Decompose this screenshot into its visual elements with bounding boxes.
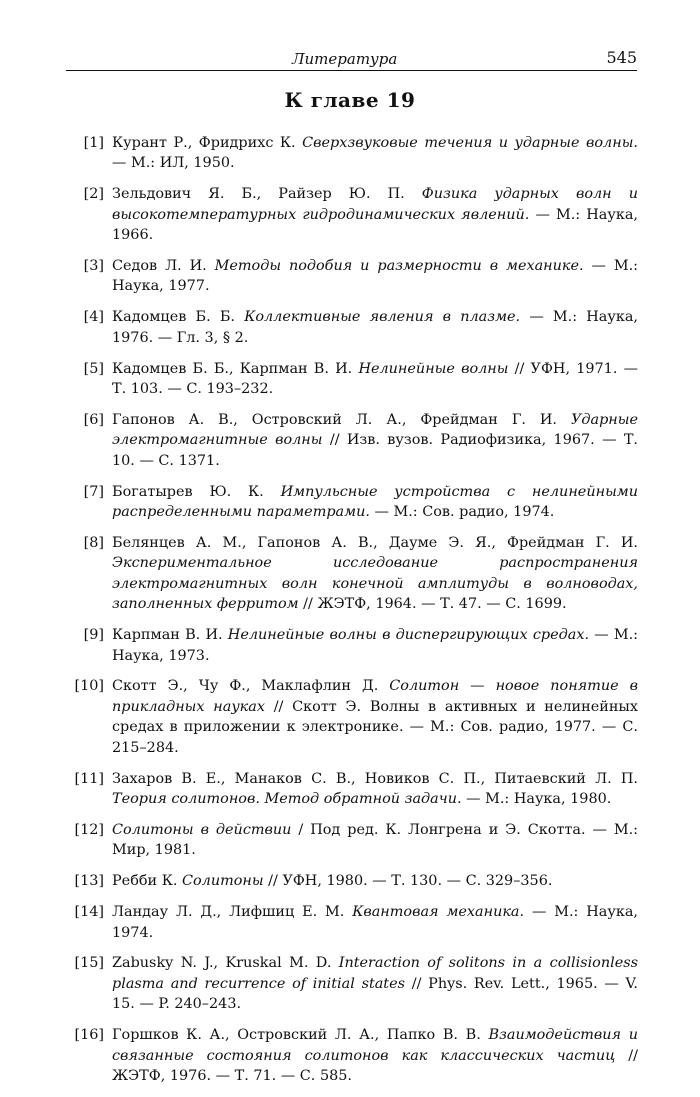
reference-authors: Кадомцев Б. Б. [112,309,245,326]
reference-number: [2] [83,186,104,203]
reference-title: Экспериментальное исследование распространения электромагнитных волн конечной амплитуды в волноводах, заполненных ферритом [112,555,638,613]
reference-authors: Захаров В. Е., Манаков С. В., Новиков С. П., Питаевский Л. П. [112,770,638,787]
reference-authors: Седов Л. И. [112,258,215,275]
reference-title: Взаимодействия и связанные состояния солитонов как классических частиц [112,1027,638,1064]
reference-source: — М.: Наука, 1974. [112,904,638,941]
page-header [66,46,637,71]
reference-source: // Phys. Rev. Lett., 1965. — V. 15. — P. 240–243. [112,975,638,1013]
reference-number: [12] [74,821,104,838]
reference-title: Солитоны в действии [112,821,292,838]
reference-number: [14] [74,904,104,921]
reference-item [70,676,638,758]
reference-authors: Карпман В. И. [112,627,228,644]
reference-item [70,133,638,174]
reference-source: — М.: ИЛ, 1950. [112,155,235,172]
reference-title: Методы подобия и размерности в механике. [214,258,584,275]
reference-source: // Изв. вузов. Радиофизика, 1967. — Т. 10. — С. 1371. [112,432,638,469]
reference-number: [6] [83,411,104,428]
reference-title: Теория солитонов. Метод обратной задачи. [112,790,462,807]
reference-source: // ЖЭТФ, 1976. — Т. 71. — С. 585. [112,1047,638,1084]
reference-number: [5] [83,360,104,377]
reference-source: // УФН, 1980. — Т. 130. — С. 329–356. [263,873,553,890]
reference-title: Нелинейные волны [358,360,509,377]
reference-authors: Зельдович Я. Б., Райзер Ю. П. [112,186,422,203]
reference-item [70,1025,638,1086]
reference-item [70,256,638,297]
reference-source: — М.: Наука, 1980. [461,790,612,807]
reference-authors: Горшков К. А., Островский Л. А., Папко В. В. [112,1027,489,1044]
reference-authors: Богатырев Ю. К. [112,483,281,500]
reference-item [70,953,638,1014]
reference-source: — М.: Наука, 1966. [112,206,638,244]
reference-authors: Кадомцев Б. Б., Карпман В. И. [112,360,359,377]
reference-number: [13] [74,873,104,890]
reference-item [70,625,638,666]
reference-title: Квантовая механика. [352,904,525,921]
reference-authors: Белянцев А. М., Гапонов А. В., Дауме Э. Я., Фрейдман Г. И. [112,535,638,551]
reference-number: [16] [74,1027,104,1044]
reference-number: [8] [83,535,104,551]
reference-source: // ЖЭТФ, 1964. — Т. 47. — С. 1699. [298,596,567,613]
reference-authors: Ребби К. [112,873,182,890]
chapter-heading: К главе 19 [284,88,416,112]
reference-source: / Под ред. К. Лонгрена и Э. Скотта. — М.: Мир, 1981. [112,821,638,859]
reference-authors: Zabusky N. J., Kruskal M. D. [112,955,339,972]
reference-authors: Скотт Э., Чу Ф., Маклафлин Д. [112,678,390,695]
reference-number: [15] [74,955,104,972]
reference-number: [3] [83,258,104,275]
reference-number: [7] [83,483,104,500]
running-title: Литература [292,50,398,68]
reference-number: [4] [83,309,104,326]
reference-title: Коллективные явления в плазме. [244,309,521,326]
reference-authors: Ландау Л. Д., Лифшиц Е. М. [112,904,353,921]
reference-item [70,902,638,943]
reference-title: Нелинейные волны в диспергирующих средах. [227,627,590,644]
reference-item [70,769,638,810]
reference-item [70,871,638,891]
reference-source: — М.: Наука, 1973. [112,627,639,664]
reference-number: [1] [83,135,104,151]
page-number: 545 [606,48,637,67]
reference-list [70,133,638,1097]
reference-number: [9] [83,627,104,644]
reference-title: Физика ударных волн и высокотемпературных гидродинамических явлений. [112,186,638,223]
reference-item [70,359,638,400]
reference-source: — М.: Наука, 1976. — Гл. 3, § 2. [112,309,638,346]
reference-item [70,307,638,348]
reference-authors: Гапонов А. В., Островский Л. А., Фрейдман Г. И. [112,411,571,428]
reference-title: Солитоны [181,873,264,890]
reference-number: [11] [74,770,104,787]
reference-item [70,533,638,615]
reference-title: Солитон — новое понятие в прикладных науках [112,678,638,715]
reference-number: [10] [74,678,104,695]
reference-title: Импульсные устройства с нелинейными распределенными параметрами. [112,483,638,521]
reference-title: Interaction of solitons in a collisionless plasma and recurrence of initial states [112,955,638,992]
reference-source: // УФН, 1971. — Т. 103. — С. 193–232. [112,360,638,398]
reference-item [70,820,638,861]
reference-source: — М.: Наука, 1977. [112,258,638,295]
reference-title: Ударные электромагнитные волны [112,411,638,449]
reference-item [70,482,638,523]
reference-source: // Скотт Э. Волны в активных и нелинейных средах в приложении к электронике. — М.: Сов. радио, 1977. — С. 215–284. [112,698,638,756]
reference-item [70,410,638,471]
reference-source: — М.: Сов. радио, 1974. [369,504,555,521]
reference-title: Сверхзвуковые течения и ударные волны. [302,135,638,151]
reference-authors: Курант Р., Фридрихс К. [112,135,303,151]
reference-item [70,184,638,245]
